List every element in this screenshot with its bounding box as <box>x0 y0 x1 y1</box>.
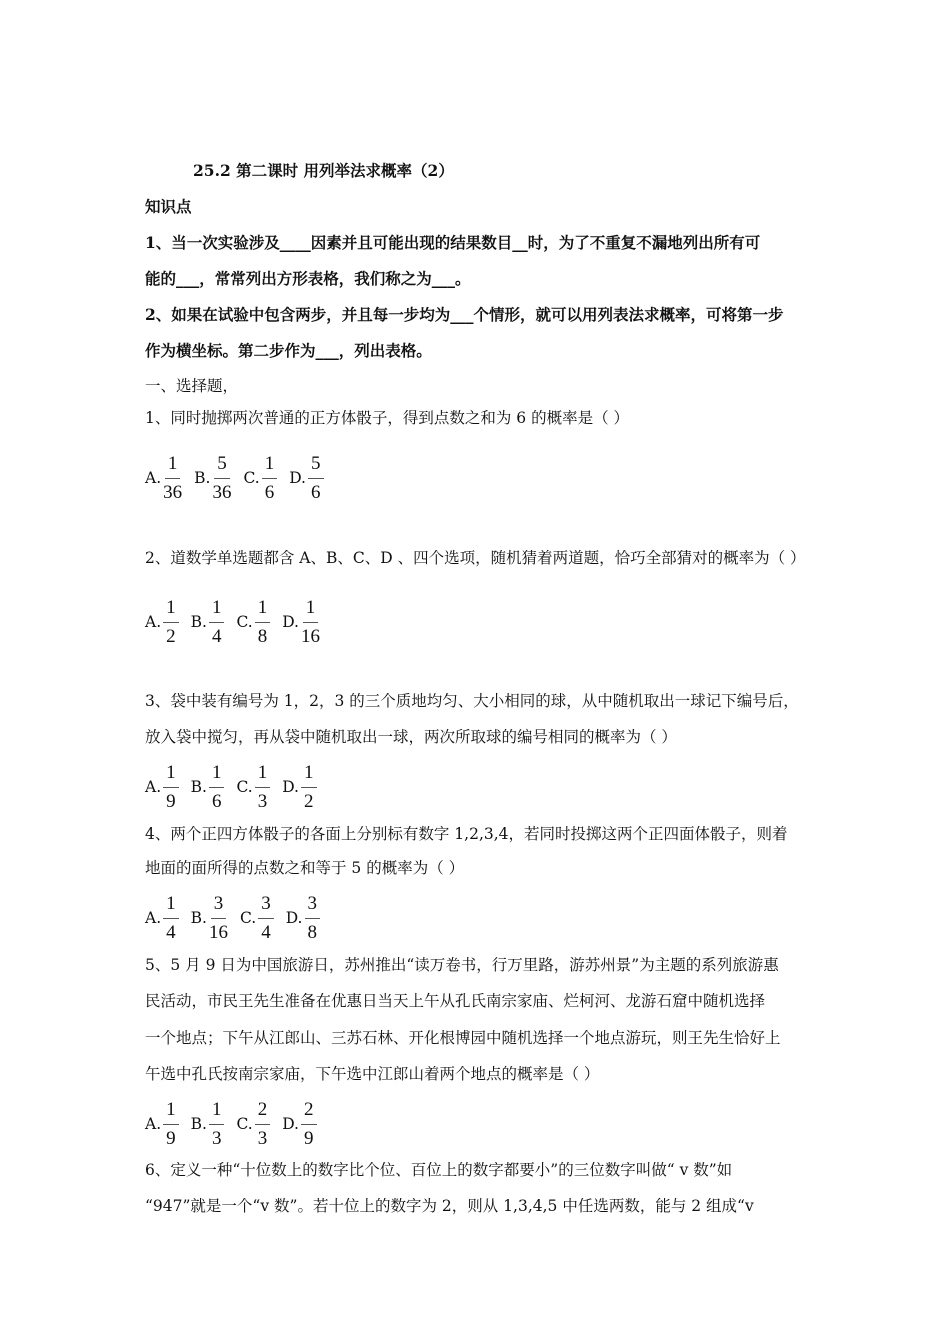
question-4: 4、两个正四方体骰子的各面上分别标有数字 1,2,3,4，若同时投掷这两个正四面体骰子，则着 <box>145 825 788 843</box>
knowledge-point-1: 1、当一次实验涉及____因素并且可能出现的结果数目__时，为了不重复不漏地列出所有可 <box>145 233 761 252</box>
fraction: $\frac{3}{8}$ <box>305 893 321 944</box>
option: D. $\frac{1}{16}$ <box>282 596 320 647</box>
question-4-options <box>145 888 332 948</box>
option: A. $\frac{1}{9}$ <box>145 1099 179 1150</box>
option: D. $\frac{5}{6}$ <box>289 453 323 504</box>
option: B. $\frac{3}{16}$ <box>190 892 228 943</box>
question-5-options <box>145 1094 329 1154</box>
option: A. $\frac{1}{9}$ <box>145 762 179 813</box>
fraction: $\frac{1}{16}$ <box>301 596 320 647</box>
fraction: $\frac{1}{3}$ <box>209 1099 225 1150</box>
fraction: $\frac{1}{9}$ <box>163 1099 179 1150</box>
option: A. $\frac{1}{4}$ <box>145 893 179 944</box>
question-1-options <box>145 448 336 508</box>
option: A. $\frac{1}{36}$ <box>145 452 183 503</box>
knowledge-heading: 知识点 <box>145 197 192 216</box>
knowledge-point-1-cont: 能的___，常常列出方形表格，我们称之为___。 <box>145 269 471 288</box>
option: D. $\frac{2}{9}$ <box>282 1099 316 1150</box>
question-3-options <box>145 757 329 817</box>
fraction: $\frac{1}{4}$ <box>209 597 225 648</box>
question-6: 6、定义一种“十位数上的数字比个位、百位上的数字都要小”的三位数字叫做“ v 数”如 <box>145 1161 733 1179</box>
option: B. $\frac{1}{6}$ <box>191 762 225 813</box>
question-2: 2、道数学单选题都含 A、B、C、D 、四个选项，随机猜着两道题，恰巧全部猜对的概率为（ ） <box>145 549 806 567</box>
option: C. $\frac{1}{3}$ <box>236 762 270 813</box>
question-3-cont: 放入袋中搅匀，再从袋中随机取出一球，两次所取球的编号相同的概率为（ ） <box>145 728 677 746</box>
option: C. $\frac{2}{3}$ <box>236 1099 270 1150</box>
fraction: $\frac{1}{4}$ <box>163 893 179 944</box>
fraction: $\frac{2}{3}$ <box>255 1099 271 1150</box>
fraction: $\frac{5}{36}$ <box>212 452 232 503</box>
fraction: $\frac{1}{6}$ <box>262 453 278 504</box>
option: D. $\frac{3}{8}$ <box>286 893 320 944</box>
fraction: $\frac{3}{16}$ <box>208 892 228 943</box>
question-5: 5、5 月 9 日为中国旅游日，苏州推出“读万卷书，行万里路，游苏州景”为主题的系列旅游惠 <box>145 956 779 974</box>
option: A. $\frac{1}{2}$ <box>145 597 179 648</box>
fraction: $\frac{1}{9}$ <box>163 762 179 813</box>
fraction: $\frac{3}{4}$ <box>258 893 274 944</box>
fraction: $\frac{1}{6}$ <box>209 762 225 813</box>
page-title: 25.2 第二课时 用列举法求概率（2） <box>193 161 454 180</box>
knowledge-point-2: 2、如果在试验中包含两步，并且每一步均为___个情形，就可以用列表法求概率，可将第一步 <box>145 305 784 324</box>
fraction: $\frac{1}{2}$ <box>301 762 317 813</box>
question-5-cont-3: 午选中孔氏按南宗家庙，下午选中江郎山着两个地点的概率是（ ） <box>145 1065 600 1083</box>
fraction: $\frac{1}{3}$ <box>255 762 271 813</box>
question-4-cont: 地面的面所得的点数之和等于 5 的概率为（ ） <box>145 859 465 877</box>
option: C. $\frac{1}{6}$ <box>243 453 277 504</box>
option: B. $\frac{1}{3}$ <box>191 1099 225 1150</box>
option: B. $\frac{1}{4}$ <box>191 597 225 648</box>
question-3: 3、袋中装有编号为 1，2，3 的三个质地均匀、大小相同的球，从中随机取出一球记下编号后， <box>145 692 799 710</box>
knowledge-point-2-cont: 作为横坐标。第二步作为___，列出表格。 <box>145 341 432 360</box>
fraction: $\frac{1}{2}$ <box>163 597 179 648</box>
choice-section-heading: 一、选择题， <box>145 377 239 395</box>
fraction: $\frac{5}{6}$ <box>308 453 324 504</box>
option: C. $\frac{3}{4}$ <box>240 893 274 944</box>
question-5-cont-2: 一个地点；下午从江郎山、三苏石林、开化根博园中随机选择一个地点游玩，则王先生恰好上 <box>145 1029 781 1047</box>
option: D. $\frac{1}{2}$ <box>282 762 316 813</box>
question-6-cont: “947”就是一个“v 数”。若十位上的数字为 2，则从 1,3,4,5 中任选两数，能与 2 组成“v <box>145 1197 754 1215</box>
question-5-cont-1: 民活动，市民王先生准备在优惠日当天上午从孔氏南宗家庙、烂柯河、龙游石窟中随机选择 <box>145 992 766 1010</box>
question-1: 1、同时抛掷两次普通的正方体骰子，得到点数之和为 6 的概率是（ ） <box>145 409 630 427</box>
option: B. $\frac{5}{36}$ <box>194 452 232 503</box>
fraction: $\frac{1}{36}$ <box>163 452 183 503</box>
fraction: $\frac{1}{8}$ <box>255 597 271 648</box>
option: C. $\frac{1}{8}$ <box>236 597 270 648</box>
fraction: $\frac{2}{9}$ <box>301 1099 317 1150</box>
question-2-options <box>145 592 332 652</box>
